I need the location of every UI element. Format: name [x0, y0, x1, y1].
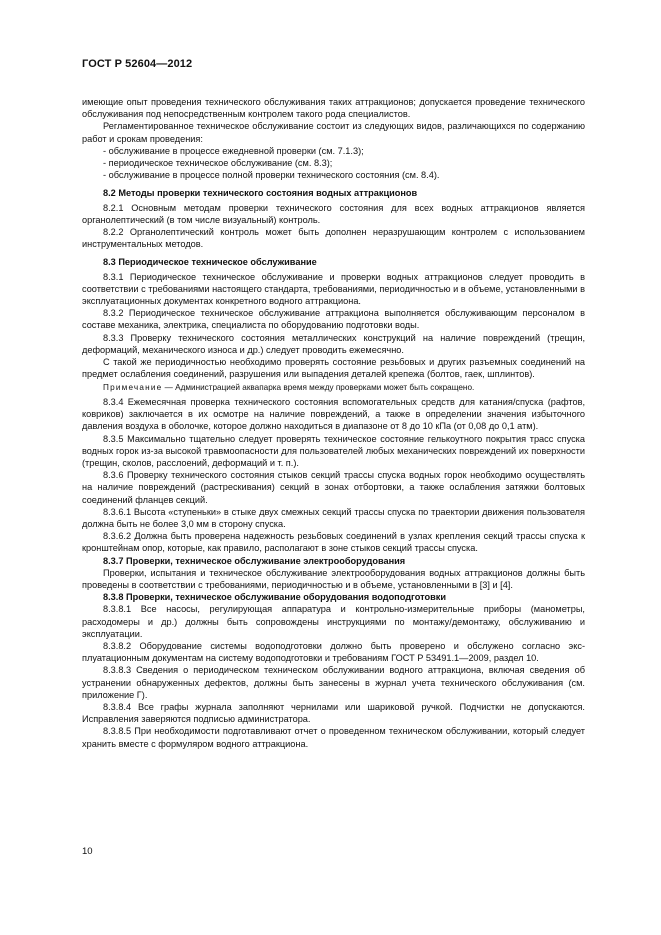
list-item: - обслуживание в процессе полной проверки технического состояния (см. 8.4).	[103, 170, 440, 181]
section-heading-8-3-7: 8.3.7 Проверки, техническое обслуживание электрооборудования	[103, 555, 406, 566]
paragraph-8-3-3-cont: С такой же периодичностью необходимо проверять состояние резьбовых и других разъемных соединений на предмет ослабления соединений, разрушения или выпадения деталей крепежа (болтов, гаек, шплинтов).	[82, 357, 585, 380]
paragraph-8-3-8-5: 8.3.8.5 При необходимости подготавливают отчет о проведенном техническом обслуживании, который следует хранить вместе с формуляром водного аттракциона.	[82, 726, 585, 749]
paragraph-8-3-2: 8.3.2 Периодическое техническое обслуживание аттракциона выполняется обслуживающим персоналом в составе механика, электрика, специалиста по оборудованию подготовки воды.	[82, 308, 585, 331]
paragraph-8-3-6-2: 8.3.6.2 Должна быть проверена надежность резьбовых соединений в узлах крепления секций трассы спуска к кронштейнам опор, которые, как правило, располагают в зоне стыков секций трассы спуска.	[82, 531, 585, 554]
paragraph-8-3-1: 8.3.1 Периодическое техническое обслуживание и проверки водных аттракционов следует проводить в соответствии с требованиями настоящего стандарта, требованиями, периодичностью и в объеме, установленными в эксплуатационных документах конкретного водного аттракциона.	[82, 271, 585, 307]
page-body	[82, 96, 585, 750]
note-text: — Администрацией аквапарка время между проверками может быть сокращено.	[162, 383, 475, 393]
paragraph-8-3-8-1: 8.3.8.1 Все насосы, регулирующая аппаратура и контрольно-измерительные приборы (манометры, расходомеры и др.) должны быть сопровождены инструкциями по монтажу/демонтажу, обслуживанию и эксплуатации.	[82, 604, 585, 639]
paragraph-8-3-7: Проверки, испытания и техническое обслуживание электрооборудования водных аттракционов должны быть проведены в соответствии с требованиями, периодичностью и в объеме, установленными в [3] и [4].	[82, 567, 585, 591]
paragraph-8-3-5: 8.3.5 Максимально тщательно следует проверять техническое состояние гелькоутного покрытия трасс спуска водных горок из-за высокой травмоопасности для пользователей любых механических повреждений их поверхности (трещин, сколов, расслоений, деформаций и т. п.).	[82, 433, 585, 468]
paragraph-8-3-8-3: 8.3.8.3 Сведения о периодическом техническом обслуживании водного аттракциона, включая сведения об устранении обнаруженных дефектов, должны быть занесены в журнал учета технического обслуживания (см. приложение Г).	[82, 665, 585, 700]
paragraph-8-3-6: 8.3.6 Проверку технического состояния стыков секций трассы спуска водных горок необходимо осуществлять на наличие повреждений (растрескивания) секций в зонах отбортовки, а также ослабления затяжки болтовых соединений фланцев секций.	[82, 470, 585, 505]
paragraph-8-3-3: 8.3.3 Проверку технического состояния металлических конструкций на наличие повреждений (трещин, деформаций, механического износа и др.) следует проводить ежемесячно.	[82, 332, 585, 355]
intro-paragraph: имеющие опыт проведения технического обслуживания таких аттракционов; допускается проведение технического обслуживания под непосредственным контролем такого рода специалистов.	[82, 97, 585, 120]
paragraph-8-2-2: 8.2.2 Органолептический контроль может быть дополнен неразрушающим контролем с использованием инструментальных методов.	[82, 227, 585, 250]
paragraph-8-3-4: 8.3.4 Ежемесячная проверка технического состояния вспомогательных средств для катания/спуска (рафтов, ковриков) заключается в их осмотре на наличие повреждений, а также в определении значения избыточного давления воздуха в оболочке, которое должно находиться в диапазоне от 8 до 10 кПа (от 0,08 до 0,1 атм).	[82, 396, 585, 432]
section-heading-8-2: 8.2 Методы проверки технического состояния водных аттракционов	[103, 188, 418, 199]
paragraph-8-2-1: 8.2.1 Основным методам проверки технического состояния для всех водных аттракционов является органолептический (в том числе визуальный) контроль.	[82, 202, 585, 225]
note-label: Примечание	[103, 383, 163, 393]
paragraph-8-3-8-2: 8.3.8.2 Оборудование системы водоподготовки должно быть проверено и обслужено согласно эксплуатационным документам на систему водоподготовки и требованиям ГОСТ Р 53491.1—2009, раздел 10.	[82, 641, 585, 664]
paragraph-8-3-6-1: 8.3.6.1 Высота «ступеньки» в стыке двух смежных секций трассы спуска по траектории движения пользователя должна быть не более 3,0 мм в сторону спуска.	[82, 506, 585, 529]
list-item: - периодическое техническое обслуживание (см. 8.3);	[103, 158, 333, 169]
section-heading-8-3: 8.3 Периодическое техническое обслуживание	[103, 257, 317, 268]
page-number: 10	[82, 846, 93, 857]
section-heading-8-3-8: 8.3.8 Проверки, техническое обслуживание оборудования водоподготовки	[103, 592, 447, 603]
standard-header: ГОСТ Р 52604—2012	[82, 58, 193, 70]
list-item: - обслуживание в процессе ежедневной проверки (см. 7.1.3);	[103, 145, 364, 156]
note	[82, 382, 585, 394]
paragraph-8-3-8-4: 8.3.8.4 Все графы журнала заполняют чернилами или шариковой ручкой. Подчистки не допускаются. Исправления заверяются подписью администратора.	[82, 702, 585, 725]
intro-paragraph: Регламентированное техническое обслуживание состоит из следующих видов, различающихся по содержанию работ и срокам проведения:	[82, 121, 585, 144]
